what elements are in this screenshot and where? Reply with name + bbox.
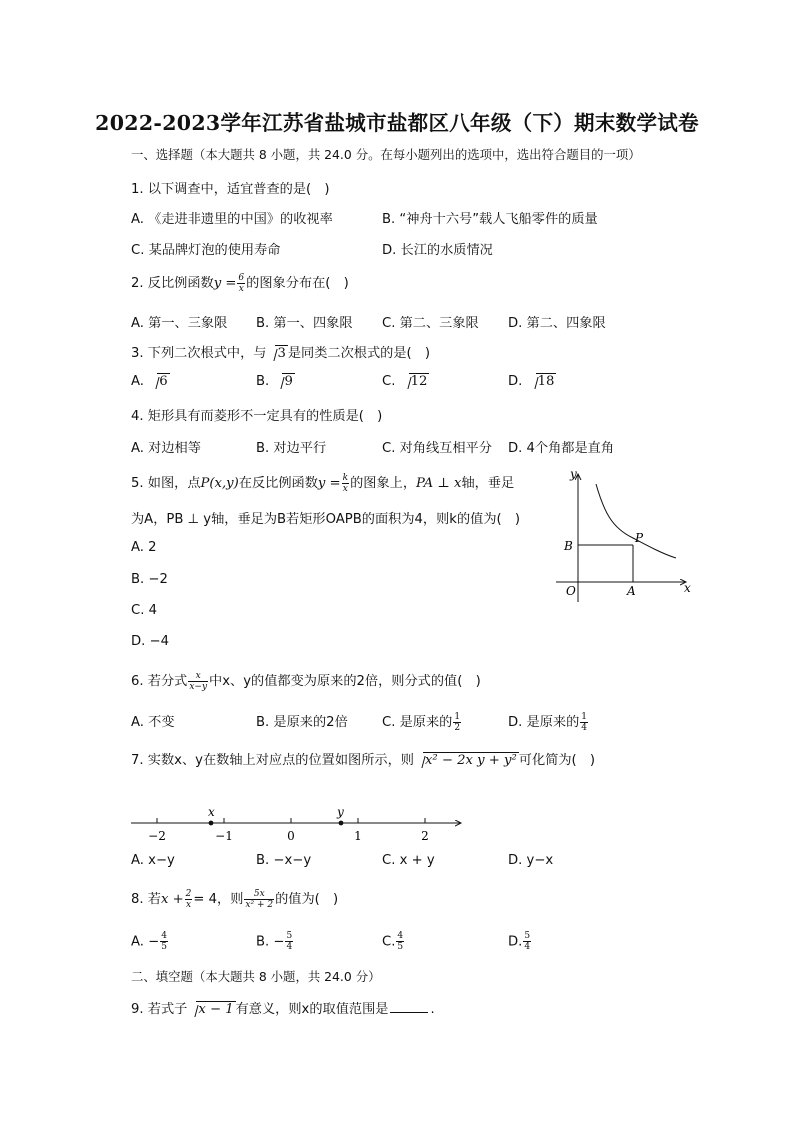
q7-sqrt: [415, 753, 519, 768]
q3-stem-post: 是同类二次根式的是( ): [287, 346, 431, 361]
q3-option-b: [256, 374, 295, 389]
q5-stem-line2: 为A，PB ⊥ y轴，垂足为B若矩形OAPB的面积为4，则k的值为( ): [131, 512, 520, 527]
q8-stem-pre: 8. 若: [131, 892, 161, 907]
q7-stem: [131, 749, 595, 768]
q2-stem: [131, 272, 349, 294]
q8-fraction2-den: x² + 2: [245, 899, 274, 910]
q9-stem-pre: 9. 若式子: [131, 1002, 188, 1017]
q6-option-d-num: 1: [581, 711, 588, 722]
q5-label-y: y: [570, 467, 577, 481]
q5-fraction-num: k: [342, 472, 349, 483]
q7-label-x: x: [208, 805, 215, 819]
q1-option-a: A. 《走进非遗里的中国》的收视率: [131, 212, 333, 227]
q3-option-d-radicand: 18: [537, 374, 555, 389]
q9-radicand: x − 1: [198, 1002, 234, 1017]
q6-option-c-fraction: [453, 712, 461, 733]
q8-fraction2: [244, 889, 274, 910]
q3-option-d-label: D.: [508, 374, 523, 389]
q3-stem: [131, 342, 430, 361]
q7-option-d-text: D. y−x: [508, 853, 554, 868]
q2-option-b: B. 第一、四象限: [256, 316, 353, 331]
q5-label-o: O: [566, 584, 576, 598]
q3-option-c-radicand: 12: [410, 374, 428, 389]
q8-option-d: [508, 931, 532, 952]
q6-fraction: [188, 671, 208, 692]
q1-option-c: C. 某品牌灯泡的使用寿命: [131, 243, 281, 258]
q7-radicand: x² − 2x y + y²: [424, 753, 517, 768]
q7-point-x: [209, 821, 214, 826]
q5-option-c: C. 4: [131, 603, 157, 618]
q8-option-d-fraction: [523, 931, 531, 952]
section-fill-heading: 二、填空题（本大题共 8 小题，共 24.0 分）: [131, 969, 381, 984]
q2-fraction-num: 6: [238, 272, 245, 283]
q3-option-c-sqrt: [401, 374, 430, 389]
q3-option-d-sqrt: [528, 374, 557, 389]
q5-point-p: P(x,y): [200, 476, 239, 491]
q6-option-a: A. 不变: [131, 715, 175, 730]
q7-tick-label: −2: [148, 829, 166, 843]
q9-sqrt: [188, 1002, 235, 1017]
q6-fraction-num: x: [188, 671, 208, 682]
q6-fraction-den: x−y: [189, 681, 208, 692]
q8-stem: [131, 888, 338, 910]
q9-stem-end: .: [430, 1002, 435, 1017]
q3-option-a-radicand: 6: [159, 374, 168, 389]
q8-option-c: [382, 931, 405, 952]
q6-stem: [131, 670, 481, 692]
q4-option-b: B. 对边平行: [256, 441, 327, 456]
q3-option-a-sqrt: [149, 374, 169, 389]
q5-line1-mid: 在反比例函数: [238, 476, 318, 491]
q8-option-d-label: D.: [508, 934, 523, 950]
q7-number-line: [125, 800, 475, 850]
q7-option-b: [256, 853, 311, 868]
q4-option-d: D. 4个角都是直角: [508, 441, 615, 456]
q8-option-b-label: B. −: [256, 934, 285, 950]
q8-stem-post: 的值为( ): [275, 892, 339, 907]
q5-line1-post: 轴，垂足: [461, 476, 515, 491]
q7-option-c: [382, 853, 435, 868]
q8-option-a: [131, 931, 169, 952]
q7-stem-pre: 7. 实数x、y在数轴上对应点的位置如图所示，则: [131, 753, 414, 768]
q9-stem: [131, 998, 435, 1017]
q3-stem-pre: 3. 下列二次根式中，与: [131, 346, 267, 361]
q8-option-b-fraction: [285, 931, 293, 952]
q6-option-c-num: 1: [454, 711, 461, 722]
q3-option-b-radicand: 9: [284, 374, 293, 389]
q5-fraction-den: x: [342, 483, 348, 494]
q8-fraction: [185, 889, 193, 910]
q3-option-a-label: A.: [131, 374, 144, 389]
q8-option-c-den: 5: [397, 942, 404, 952]
q2-stem-pre: 2. 反比例函数: [131, 276, 214, 291]
q8-eq: = 4，则: [193, 892, 244, 907]
exam-title: 2022-2023学年江苏省盐城市盐都区八年级（下）期末数学试卷: [95, 111, 699, 135]
q8-option-b: [256, 931, 294, 952]
q8-option-c-num: 4: [397, 931, 404, 941]
q1-option-b: B. “神舟十六号”载人飞船零件的质量: [382, 212, 598, 227]
q5-label-x: x: [684, 581, 691, 595]
q2-option-c: C. 第二、三象限: [382, 316, 479, 331]
section-choice-heading: 一、选择题（本大题共 8 小题，共 24.0 分。在每小题列出的选项中，选出符合题目的一项）: [131, 147, 641, 162]
q8-option-d-num: 5: [524, 931, 531, 941]
q8-option-c-label: C.: [382, 934, 396, 950]
q8-option-b-num: 5: [286, 931, 293, 941]
q7-option-a: [131, 853, 175, 868]
q6-option-b: B. 是原来的2倍: [256, 715, 348, 730]
q2-option-d: D. 第二、四象限: [508, 316, 606, 331]
q7-label-y: y: [337, 805, 344, 819]
q7-ticks: [148, 818, 429, 843]
q7-tick-label: 0: [287, 829, 295, 843]
q2-option-a: A. 第一、三象限: [131, 316, 228, 331]
q6-option-c: [382, 711, 462, 733]
q6-option-d-text: D. 是原来的: [508, 715, 580, 730]
q2-stem-post: 的图象分布在( ): [246, 276, 349, 291]
q7-tick-label: 1: [354, 829, 362, 843]
q6-option-d: [508, 711, 589, 733]
q5-option-a: A. 2: [131, 540, 157, 555]
q6-option-c-text: C. 是原来的: [382, 715, 453, 730]
q6-option-d-den: 4: [581, 722, 588, 733]
q7-tick-label: −1: [215, 829, 233, 843]
q5-line1-pre: 5. 如图，点: [131, 476, 201, 491]
q3-sqrt: [267, 346, 287, 361]
q7-option-b-text: B. −x−y: [256, 853, 312, 868]
q8-option-a-fraction: [160, 931, 168, 952]
q3-radicand: 3: [277, 346, 286, 361]
q7-option-c-text: C. x + y: [382, 853, 435, 868]
q6-option-d-fraction: [580, 712, 588, 733]
q8-option-c-fraction: [396, 931, 404, 952]
q5-function: y =: [317, 476, 341, 491]
q6-stem-post: 中x、y的值都变为原来的2倍，则分式的值( ): [209, 674, 481, 689]
q5-label-b: B: [564, 539, 573, 553]
q5-label-a: A: [627, 584, 636, 598]
q4-stem: 4. 矩形具有而菱形不一定具有的性质是( ): [131, 409, 383, 424]
q7-stem-post: 可化简为( ): [518, 753, 595, 768]
q6-option-c-den: 2: [454, 722, 461, 733]
q8-option-a-num: 4: [161, 931, 167, 941]
q8-option-a-den: 5: [161, 942, 167, 952]
q8-option-d-den: 4: [524, 942, 531, 952]
q5-label-p: P: [635, 531, 644, 545]
q8-expr: x +: [160, 892, 184, 907]
q2-function: y =: [213, 276, 237, 291]
q5-option-d: D. −4: [131, 634, 169, 649]
q2-fraction: [237, 273, 245, 294]
q3-option-c: [382, 374, 429, 389]
q3-option-d: [508, 374, 556, 389]
q5-hyperbola-curve: [596, 484, 676, 558]
q3-option-c-label: C.: [382, 374, 396, 389]
q8-fraction-num: 2: [185, 888, 192, 899]
q1-stem: 1. 以下调查中，适宜普查的是( ): [131, 182, 330, 197]
q5-pa-perp: PA ⊥ x: [416, 476, 462, 491]
q2-fraction-den: x: [238, 283, 244, 294]
q7-point-y: [339, 821, 344, 826]
q8-option-a-label: A. −: [131, 934, 160, 950]
q3-option-b-sqrt: [274, 374, 294, 389]
q8-fraction2-num: 5x: [244, 889, 274, 900]
q7-option-a-text: A. x−y: [131, 853, 175, 868]
q5-option-b: B. −2: [131, 572, 168, 587]
q3-option-a: [131, 374, 170, 389]
q9-answer-blank[interactable]: [390, 1012, 428, 1013]
q4-option-a: A. 对边相等: [131, 441, 201, 456]
q7-tick-label: 2: [421, 829, 429, 843]
q4-option-c: C. 对角线互相平分: [382, 441, 492, 456]
q5-figure: [548, 462, 698, 607]
q5-stem-line1: [131, 472, 514, 494]
q5-fraction: [342, 473, 349, 494]
q6-stem-pre: 6. 若分式: [131, 674, 188, 689]
q9-stem-post: 有意义，则x的取值范围是: [235, 1002, 389, 1017]
q5-line1-mid2: 的图象上，: [350, 476, 417, 491]
q8-option-b-den: 4: [286, 942, 293, 952]
q7-option-d: [508, 853, 553, 868]
q3-option-b-label: B.: [256, 374, 270, 389]
q8-fraction-den: x: [185, 899, 192, 910]
q1-option-d: D. 长江的水质情况: [382, 243, 493, 258]
